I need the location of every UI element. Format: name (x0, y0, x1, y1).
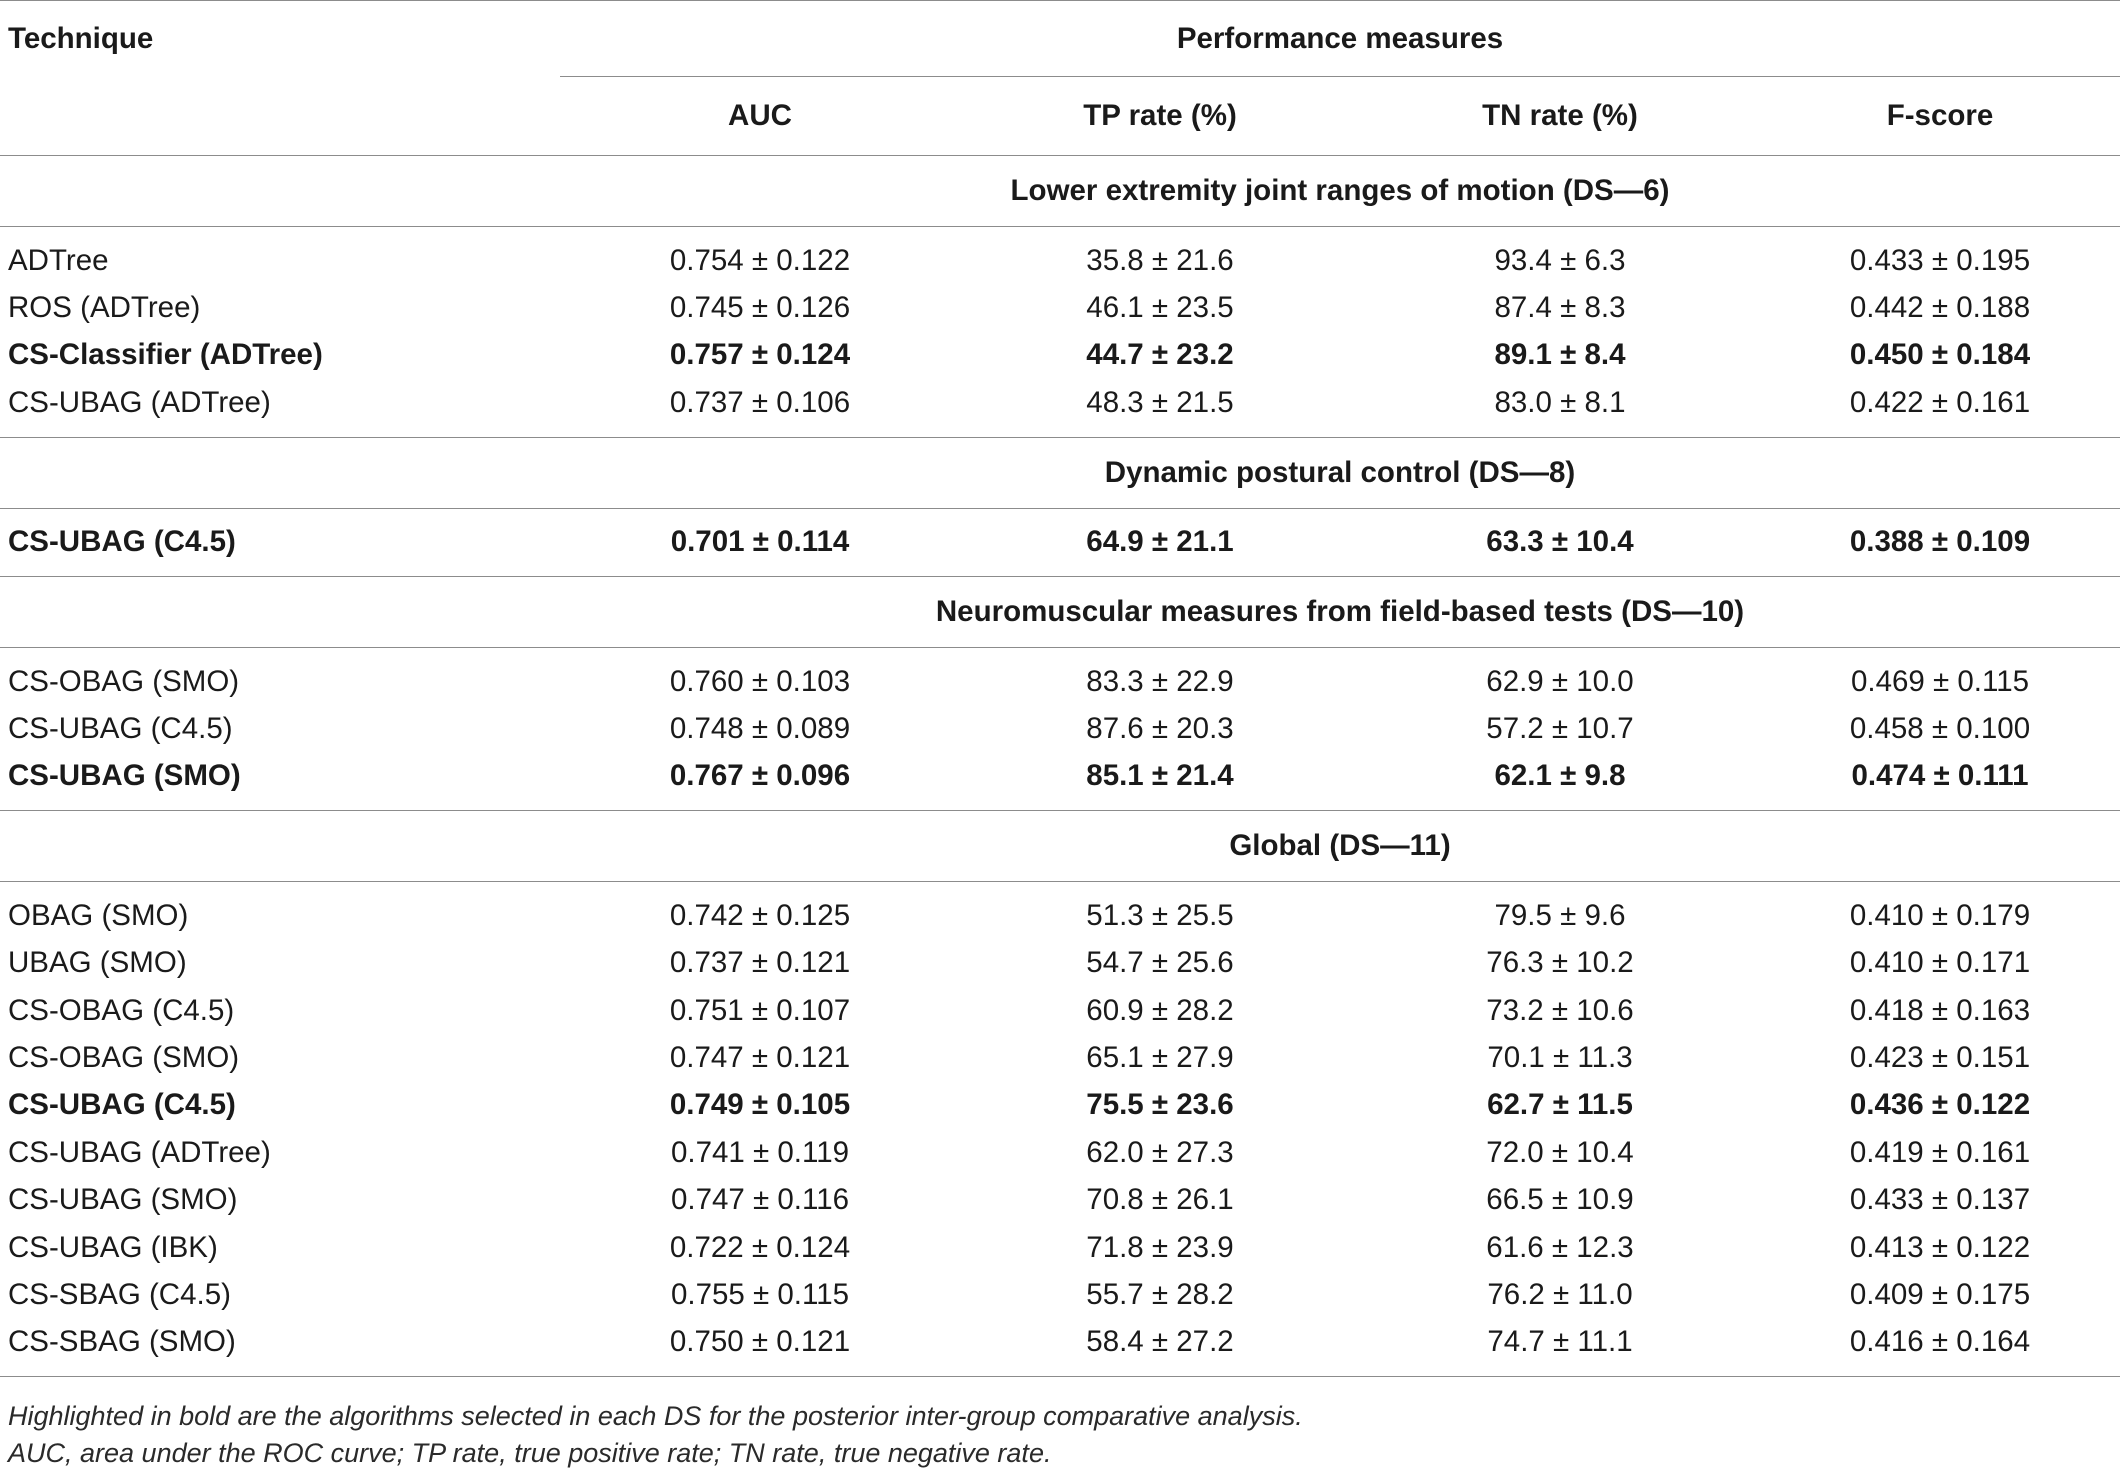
auc-cell: 0.750 ± 0.121 (560, 1319, 960, 1377)
tp-rate-cell: 85.1 ± 21.4 (960, 753, 1360, 811)
f-score-cell: 0.419 ± 0.161 (1849, 1135, 2031, 1169)
performance-measures-header (560, 1, 2120, 77)
technique-cell: ROS (ADTree) (8, 291, 201, 325)
f-score-cell: 0.409 ± 0.175 (1849, 1277, 2031, 1311)
header-row-1 (0, 1, 2120, 77)
f-score-cell: 0.418 ± 0.163 (1849, 993, 2031, 1027)
column-header-tp-rate: TP rate (%) (960, 77, 1360, 156)
section-title: Dynamic postural control (DS—8) (560, 437, 2120, 508)
results-table-body (0, 1, 2120, 1377)
technique-cell: CS-UBAG (ADTree) (8, 1135, 271, 1169)
auc-cell: 0.760 ± 0.103 (669, 664, 851, 698)
section-header-row (0, 437, 2120, 508)
auc-cell: 0.755 ± 0.115 (670, 1277, 850, 1311)
auc-cell: 0.754 ± 0.122 (669, 243, 851, 277)
table-row (0, 508, 2120, 576)
table-row (0, 1319, 2120, 1377)
section-header-row (0, 156, 2120, 227)
header-row-2 (0, 77, 2120, 156)
tp-rate-cell: 64.9 ± 21.1 (960, 508, 1360, 576)
technique-cell: CS-UBAG (SMO) (0, 753, 560, 811)
tp-rate-cell: 54.7 ± 25.6 (1086, 946, 1234, 980)
column-header-tn-rate: TN rate (%) (1360, 77, 1760, 156)
tn-rate-cell: 89.1 ± 8.4 (1494, 338, 1626, 372)
f-score-cell: 0.474 ± 0.111 (1760, 753, 2120, 811)
table-row (0, 705, 2120, 752)
tn-rate-cell: 79.5 ± 9.6 (1494, 898, 1626, 932)
table-row (0, 1082, 2120, 1129)
technique-cell: CS-OBAG (C4.5) (8, 993, 235, 1027)
table-row (0, 332, 2120, 379)
tp-rate-cell: 83.3 ± 22.9 (1086, 664, 1234, 698)
table-row (0, 1224, 2120, 1271)
technique-cell: CS-UBAG (C4.5) (0, 508, 560, 576)
f-score-cell: 0.458 ± 0.100 (1849, 712, 2031, 746)
tn-rate-cell: 62.1 ± 9.8 (1360, 753, 1760, 811)
section-title: Neuromuscular measures from field-based tests (DS—10) (560, 576, 2120, 647)
tp-rate-cell: 35.8 ± 21.6 (1086, 243, 1234, 277)
note-bold-explanation: Highlighted in bold are the algorithms selected in each DS for the posterior inter-group comparative analysis. (8, 1401, 1303, 1431)
tp-rate-cell: 48.3 ± 21.5 (960, 379, 1360, 437)
tp-rate-cell: 70.8 ± 26.1 (1086, 1183, 1234, 1217)
technique-cell: CS-OBAG (SMO) (8, 1040, 240, 1074)
table-row (0, 1176, 2120, 1223)
f-score-cell: 0.423 ± 0.151 (1849, 1040, 2031, 1074)
technique-cell: UBAG (SMO) (8, 946, 187, 980)
tn-rate-cell: 70.1 ± 11.3 (1487, 1040, 1633, 1074)
auc-cell: 0.737 ± 0.121 (669, 946, 851, 980)
tp-rate-cell: 55.7 ± 28.2 (1086, 1277, 1234, 1311)
table-row (0, 227, 2120, 285)
table-row (0, 882, 2120, 940)
f-score-cell: 0.410 ± 0.179 (1849, 898, 2031, 932)
tp-rate-cell: 46.1 ± 23.5 (1086, 291, 1234, 325)
section-header-row (0, 576, 2120, 647)
technique-cell: CS-Classifier (ADTree) (8, 338, 323, 372)
technique-cell: CS-UBAG (ADTree) (0, 379, 560, 437)
auc-cell: 0.767 ± 0.096 (560, 753, 960, 811)
tp-rate-cell: 60.9 ± 28.2 (1086, 993, 1234, 1027)
technique-cell: OBAG (SMO) (8, 898, 189, 932)
f-score-cell: 0.469 ± 0.115 (1850, 664, 2030, 698)
f-score-cell: 0.442 ± 0.188 (1849, 291, 2031, 325)
technique-cell: ADTree (8, 243, 109, 277)
tp-rate-cell: 71.8 ± 23.9 (1086, 1230, 1234, 1264)
f-score-cell: 0.388 ± 0.109 (1760, 508, 2120, 576)
table-row (0, 1129, 2120, 1176)
technique-cell: CS-SBAG (C4.5) (8, 1277, 231, 1311)
f-score-cell: 0.422 ± 0.161 (1760, 379, 2120, 437)
auc-cell: 0.751 ± 0.107 (669, 993, 851, 1027)
auc-cell: 0.747 ± 0.121 (669, 1040, 851, 1074)
f-score-cell: 0.416 ± 0.164 (1760, 1319, 2120, 1377)
tp-rate-cell: 65.1 ± 27.9 (1086, 1040, 1234, 1074)
auc-cell: 0.747 ± 0.116 (670, 1183, 850, 1217)
table-row (0, 987, 2120, 1034)
tn-rate-cell: 57.2 ± 10.7 (1486, 712, 1634, 746)
tn-rate-cell: 76.3 ± 10.2 (1486, 946, 1634, 980)
tn-rate-cell: 62.9 ± 10.0 (1486, 664, 1634, 698)
section-title: Lower extremity joint ranges of motion (DS—6) (560, 156, 2120, 227)
tn-rate-cell: 61.6 ± 12.3 (1486, 1230, 1634, 1264)
auc-cell: 0.741 ± 0.119 (670, 1135, 850, 1169)
tp-rate-cell: 44.7 ± 23.2 (1086, 338, 1234, 372)
tn-rate-cell: 87.4 ± 8.3 (1494, 291, 1626, 325)
tn-rate-cell: 74.7 ± 11.1 (1360, 1319, 1760, 1377)
technique-cell: CS-UBAG (C4.5) (8, 1088, 236, 1122)
tn-rate-cell: 76.2 ± 11.0 (1487, 1277, 1633, 1311)
auc-cell: 0.757 ± 0.124 (669, 338, 851, 372)
section-empty-cell (0, 156, 560, 227)
tn-rate-cell: 63.3 ± 10.4 (1360, 508, 1760, 576)
auc-cell: 0.748 ± 0.089 (669, 712, 851, 746)
tp-rate-cell: 51.3 ± 25.5 (1086, 898, 1234, 932)
tp-rate-cell: 87.6 ± 20.3 (1086, 712, 1234, 746)
technique-cell: CS-OBAG (SMO) (8, 664, 240, 698)
auc-cell: 0.749 ± 0.105 (669, 1088, 851, 1122)
section-empty-cell (0, 437, 560, 508)
tn-rate-cell: 62.7 ± 11.5 (1487, 1088, 1633, 1122)
section-header-row (0, 811, 2120, 882)
auc-cell: 0.742 ± 0.125 (669, 898, 851, 932)
tp-rate-cell: 75.5 ± 23.6 (1086, 1088, 1234, 1122)
f-score-cell: 0.450 ± 0.184 (1849, 338, 2031, 372)
column-header-f-score: F-score (1760, 77, 2120, 156)
section-empty-cell (0, 576, 560, 647)
technique-cell: CS-UBAG (C4.5) (8, 712, 233, 746)
section-title: Global (DS—11) (560, 811, 2120, 882)
column-header-auc: AUC (560, 77, 960, 156)
table-row (0, 1271, 2120, 1318)
tn-rate-cell: 73.2 ± 10.6 (1486, 993, 1634, 1027)
f-score-cell: 0.433 ± 0.195 (1849, 243, 2031, 277)
section-empty-cell (0, 811, 560, 882)
technique-cell: CS-UBAG (IBK) (8, 1230, 218, 1264)
tp-rate-cell: 58.4 ± 27.2 (960, 1319, 1360, 1377)
auc-cell: 0.722 ± 0.124 (669, 1230, 851, 1264)
auc-cell: 0.701 ± 0.114 (560, 508, 960, 576)
f-score-cell: 0.410 ± 0.171 (1849, 946, 2031, 980)
table-row (0, 940, 2120, 987)
table-row (0, 647, 2120, 705)
performance-measures-label: Performance measures (1176, 21, 1504, 55)
tn-rate-cell: 72.0 ± 10.4 (1486, 1135, 1634, 1169)
technique-cell: CS-SBAG (SMO) (0, 1319, 560, 1377)
note-abbreviations: AUC, area under the ROC curve; TP rate, true positive rate; TN rate, true negative rate. (8, 1438, 1052, 1468)
table-row (0, 753, 2120, 811)
f-score-cell: 0.433 ± 0.137 (1849, 1183, 2031, 1217)
table-row (0, 1034, 2120, 1081)
f-score-cell: 0.413 ± 0.122 (1849, 1230, 2031, 1264)
auc-cell: 0.737 ± 0.106 (560, 379, 960, 437)
table-row (0, 284, 2120, 331)
table-row (0, 379, 2120, 437)
tn-rate-cell: 66.5 ± 10.9 (1486, 1183, 1634, 1217)
tn-rate-cell: 83.0 ± 8.1 (1360, 379, 1760, 437)
tn-rate-cell: 93.4 ± 6.3 (1494, 243, 1626, 277)
tp-rate-cell: 62.0 ± 27.3 (1086, 1135, 1234, 1169)
technique-header: Technique (8, 21, 154, 55)
auc-cell: 0.745 ± 0.126 (669, 291, 851, 325)
f-score-cell: 0.436 ± 0.122 (1849, 1088, 2031, 1122)
header-empty-cell (0, 77, 560, 156)
table-notes (8, 1398, 1303, 1472)
technique-cell: CS-UBAG (SMO) (8, 1183, 238, 1217)
